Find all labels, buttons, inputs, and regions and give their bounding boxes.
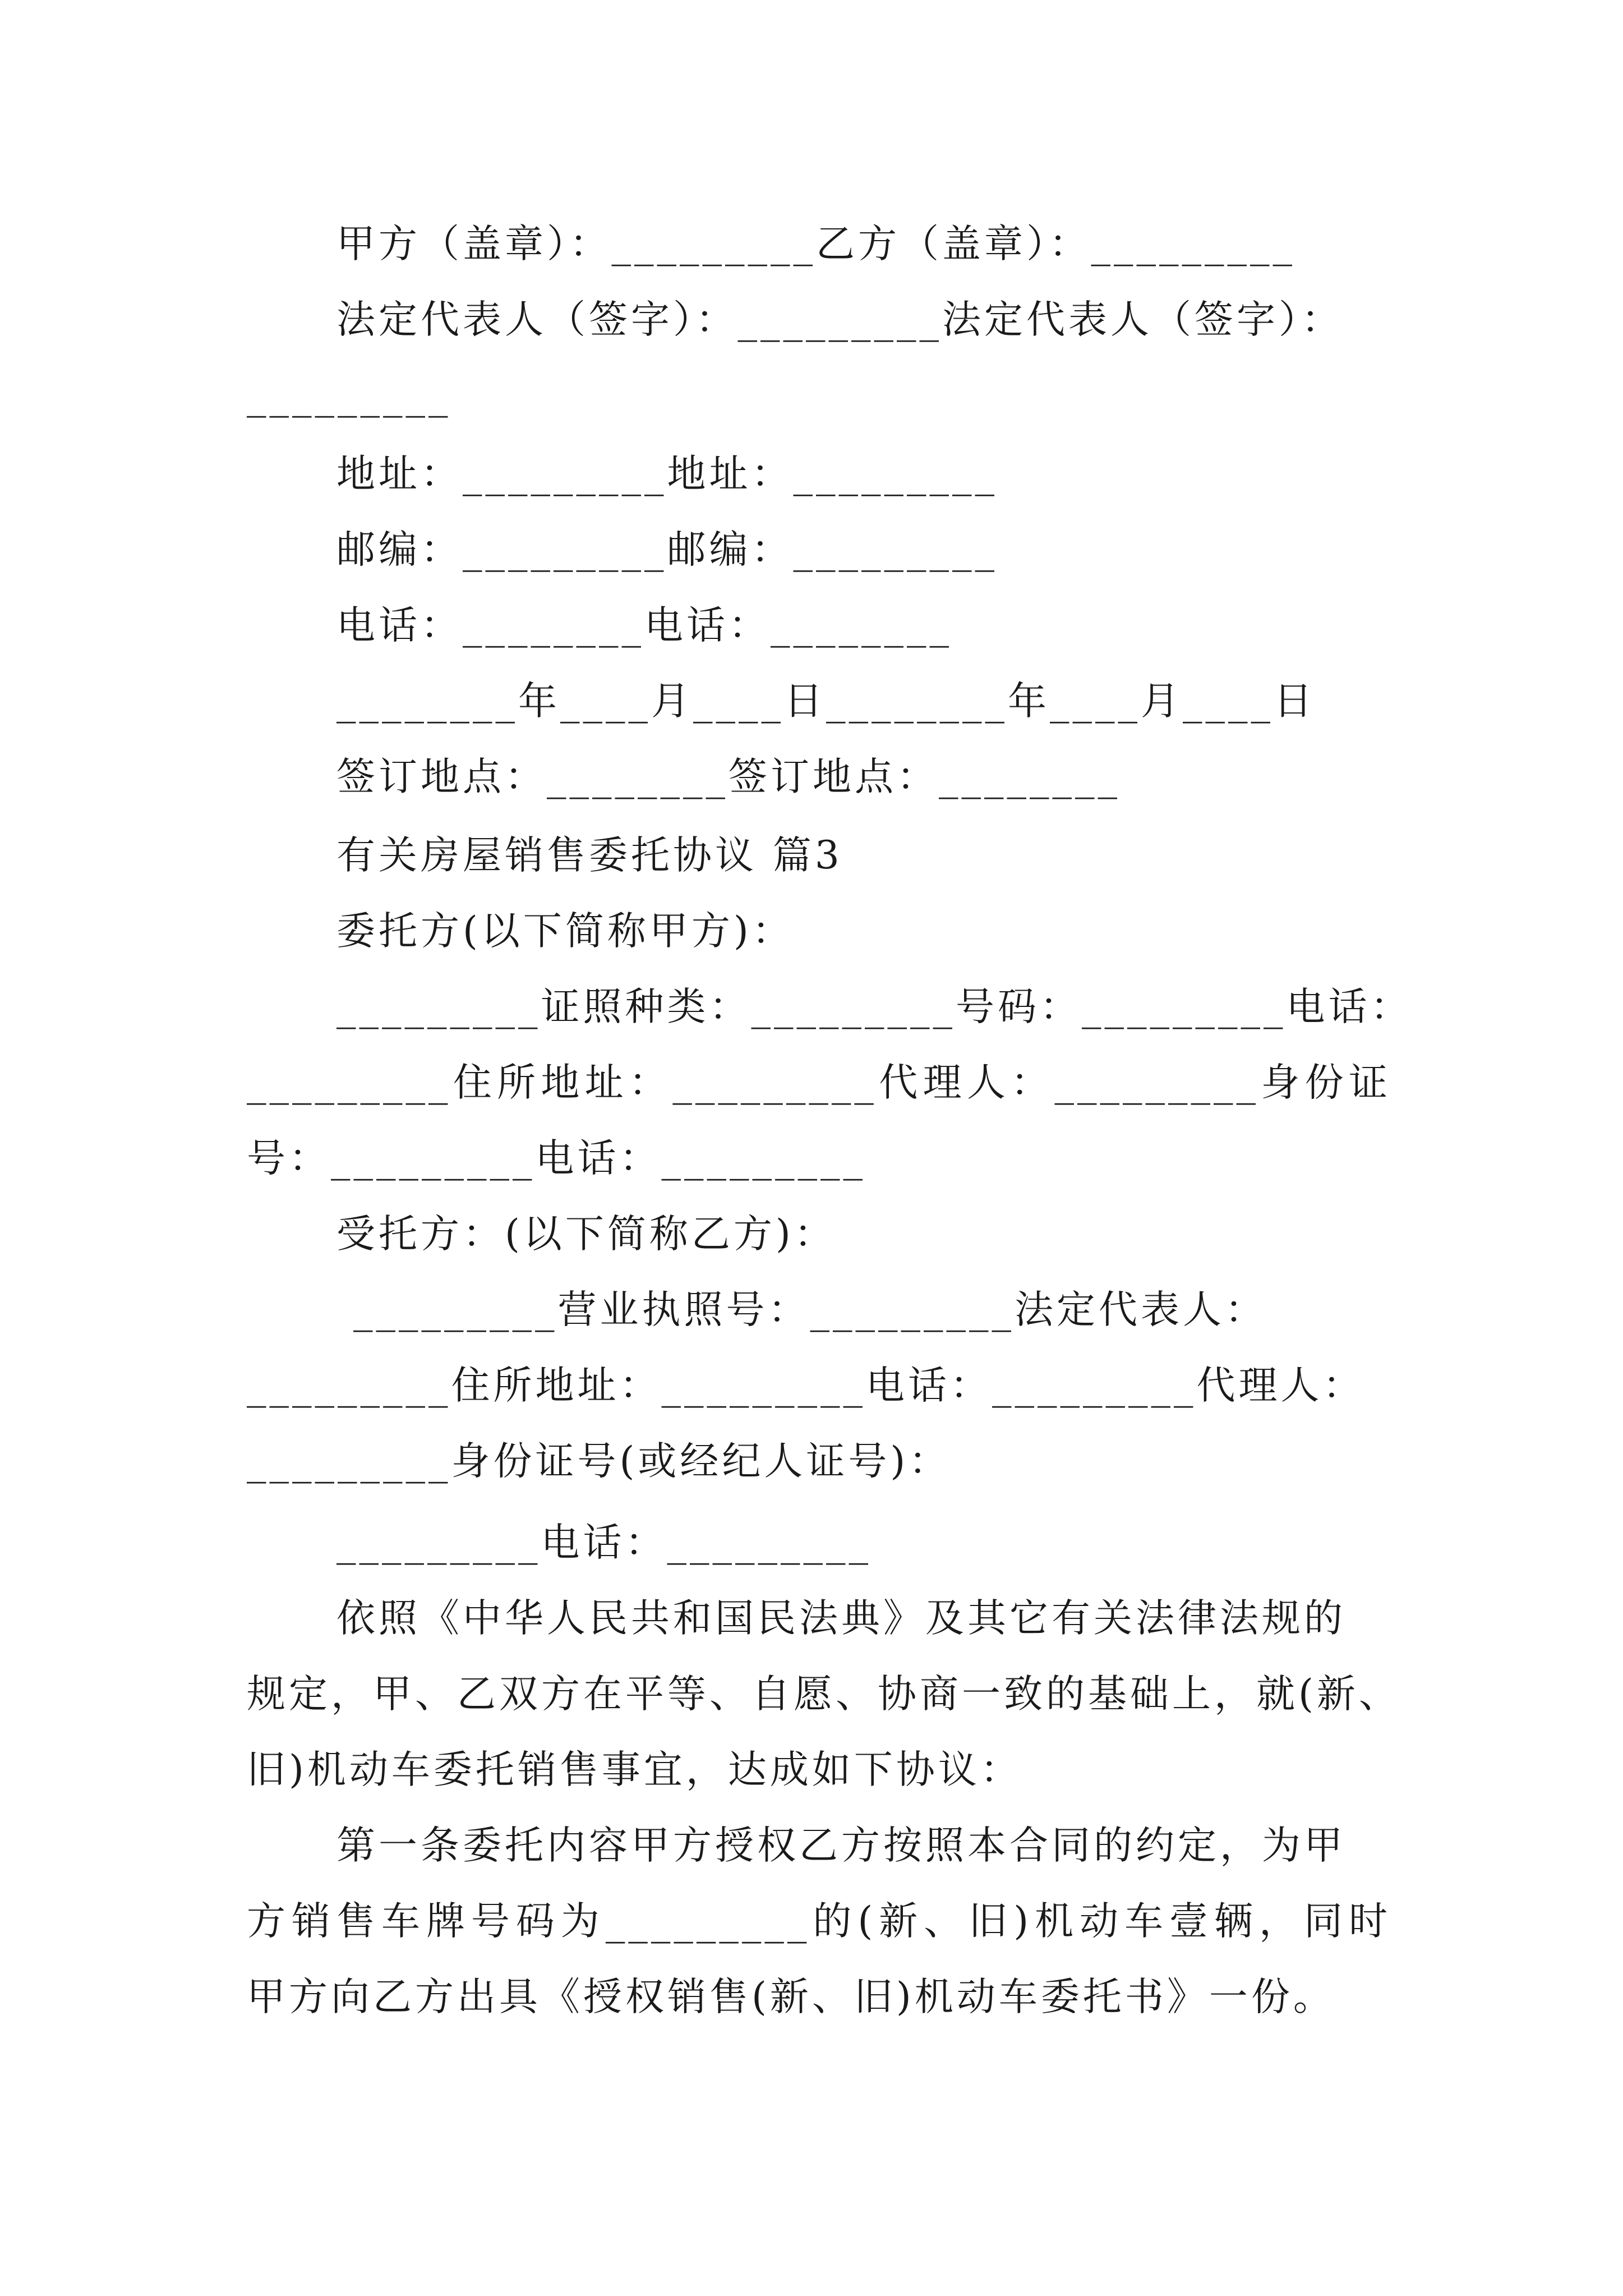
- agent-heading: 受托方：(以下简称乙方)：: [336, 1212, 836, 1257]
- party-seal-line: 甲方（盖章）：_________乙方（盖章）：_________: [336, 222, 1295, 266]
- body-paragraph-1-line-1: 依照《中华人民共和国民法典》及其它有关法律法规的: [336, 1596, 1346, 1641]
- principal-idnum-line: 号：_________电话：_________: [247, 1136, 866, 1181]
- principal-address-line: _________住所地址：_________代理人：_________身份证: [247, 1060, 1391, 1105]
- article-1-line-3: 甲方向乙方出具《授权销售(新、旧)机动车委托书》一份。: [247, 1975, 1335, 2019]
- body-paragraph-1-line-3: 旧)机动车委托销售事宜，达成如下协议：: [247, 1747, 1022, 1792]
- address-line: 地址：_________地址：_________: [336, 452, 998, 496]
- postcode-line: 邮编：_________邮编：_________: [336, 527, 998, 572]
- article-1-line-1: 第一条委托内容甲方授权乙方按照本合同的约定，为甲: [336, 1823, 1346, 1868]
- article-1-line-2: 方销售车牌号码为_________的(新、旧)机动车壹辆，同时: [247, 1899, 1391, 1944]
- section-heading: 有关房屋销售委托协议 篇3: [336, 833, 843, 878]
- agent-license-line: _________营业执照号：_________法定代表人：: [353, 1287, 1267, 1332]
- body-paragraph-1-line-2: 规定，甲、乙双方在平等、自愿、协商一致的基础上，就(新、: [247, 1672, 1401, 1717]
- legal-rep-blank-line: _________: [247, 373, 451, 418]
- agent-phone-line: _________电话：_________: [336, 1520, 872, 1565]
- signing-place-line: 签订地点：________签订地点：________: [336, 754, 1121, 799]
- legal-rep-signature-line: 法定代表人（签字）：_________法定代表人（签字）：: [336, 297, 1344, 342]
- principal-heading: 委托方(以下简称甲方)：: [336, 909, 794, 954]
- principal-id-line: _________证照种类：_________号码：_________电话：: [336, 984, 1413, 1029]
- date-line: ________年____月____日________年____月____日: [336, 679, 1316, 724]
- phone-line: 电话：________电话：________: [336, 603, 952, 648]
- agent-address-line: _________住所地址：_________电话：_________代理人：: [247, 1363, 1365, 1408]
- agent-idnum-line: _________身份证号(或经纪人证号)：: [247, 1439, 951, 1484]
